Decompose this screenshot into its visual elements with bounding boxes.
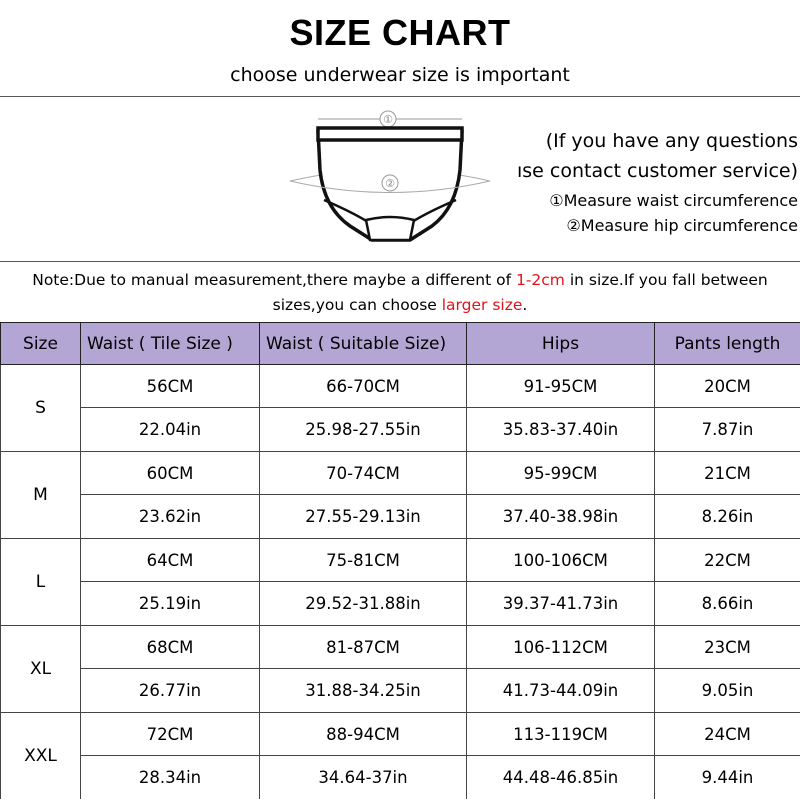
size-label: L — [1, 539, 81, 626]
table-cell: 9.05in — [655, 669, 800, 713]
header-size: Size — [1, 323, 81, 365]
page-title: SIZE CHART — [289, 12, 511, 53]
table-cell: 106-112CM — [467, 626, 655, 669]
table-cell: 44.48-46.85in — [467, 756, 655, 800]
table-cell: 27.55-29.13in — [260, 495, 467, 539]
size-label: XXL — [1, 713, 81, 800]
table-cell: 28.34in — [81, 756, 260, 800]
header-waist-tile: Waist ( Tile Size ) — [81, 323, 260, 365]
note-text-3: sizes,you can choose — [272, 296, 442, 314]
table-cell: 35.83-37.40in — [467, 408, 655, 452]
table-cell: 60CM — [81, 452, 260, 495]
table-cell: 100-106CM — [467, 539, 655, 582]
table-row — [1, 626, 800, 669]
table-cell: 70-74CM — [260, 452, 467, 495]
table-cell: 113-119CM — [467, 713, 655, 756]
table-row — [1, 582, 800, 626]
table-cell: 25.19in — [81, 582, 260, 626]
table-cell: 20CM — [655, 365, 800, 408]
table-cell: 56CM — [81, 365, 260, 408]
hip-marker: ② — [385, 177, 395, 190]
size-label: S — [1, 365, 81, 452]
info-questions: (If you have any questions — [545, 130, 798, 152]
info-contact: ıse contact customer service) — [516, 160, 798, 182]
table-cell: 8.66in — [655, 582, 800, 626]
table-cell: 23CM — [655, 626, 800, 669]
table-cell: 29.52-31.88in — [260, 582, 467, 626]
measurement-note — [0, 268, 800, 318]
table-cell: 39.37-41.73in — [467, 582, 655, 626]
table-row — [1, 539, 800, 582]
table-row — [1, 452, 800, 495]
table-cell: 22CM — [655, 539, 800, 582]
table-cell: 41.73-44.09in — [467, 669, 655, 713]
table-row — [1, 756, 800, 800]
waist-marker: ① — [383, 113, 393, 126]
table-cell: 8.26in — [655, 495, 800, 539]
table-cell: 37.40-38.98in — [467, 495, 655, 539]
table-row — [1, 365, 800, 408]
header-waist-suitable: Waist ( Suitable Size) — [260, 323, 467, 365]
size-label: XL — [1, 626, 81, 713]
table-cell: 26.77in — [81, 669, 260, 713]
table-cell: 72CM — [81, 713, 260, 756]
waistband — [318, 128, 462, 140]
table-cell: 21CM — [655, 452, 800, 495]
table-cell: 91-95CM — [467, 365, 655, 408]
table-row — [1, 495, 800, 539]
note-text-4: . — [522, 296, 528, 314]
table-cell: 22.04in — [81, 408, 260, 452]
table-row — [1, 408, 800, 452]
info-waist: ①Measure waist circumference — [549, 191, 798, 210]
table-cell: 34.64-37in — [260, 756, 467, 800]
table-row — [1, 669, 800, 713]
info-hip: ②Measure hip circumference — [566, 216, 798, 235]
header-hips: Hips — [467, 323, 655, 365]
size-table — [0, 322, 800, 799]
table-cell: 31.88-34.25in — [260, 669, 467, 713]
underwear-diagram — [280, 108, 500, 253]
divider-middle — [0, 261, 800, 262]
table-cell: 64CM — [81, 539, 260, 582]
table-header-row — [1, 323, 800, 365]
note-text-1: Note:Due to manual measurement,there maybe a different of — [32, 271, 516, 289]
note-highlight-larger: larger size — [441, 296, 523, 314]
divider-top — [0, 96, 800, 97]
table-cell: 95-99CM — [467, 452, 655, 495]
note-highlight-range: 1-2cm — [515, 271, 565, 289]
table-cell: 88-94CM — [260, 713, 467, 756]
size-label: M — [1, 452, 81, 539]
header-pants-length: Pants length — [655, 323, 800, 365]
page-subtitle: choose underwear size is important — [230, 64, 570, 86]
table-cell: 68CM — [81, 626, 260, 669]
table-cell: 81-87CM — [260, 626, 467, 669]
table-row — [1, 713, 800, 756]
table-cell: 75-81CM — [260, 539, 467, 582]
table-cell: 66-70CM — [260, 365, 467, 408]
table-cell: 25.98-27.55in — [260, 408, 467, 452]
table-cell: 9.44in — [655, 756, 800, 800]
note-text-2: in size.If you fall between — [564, 271, 768, 289]
table-cell: 24CM — [655, 713, 800, 756]
table-cell: 23.62in — [81, 495, 260, 539]
table-cell: 7.87in — [655, 408, 800, 452]
